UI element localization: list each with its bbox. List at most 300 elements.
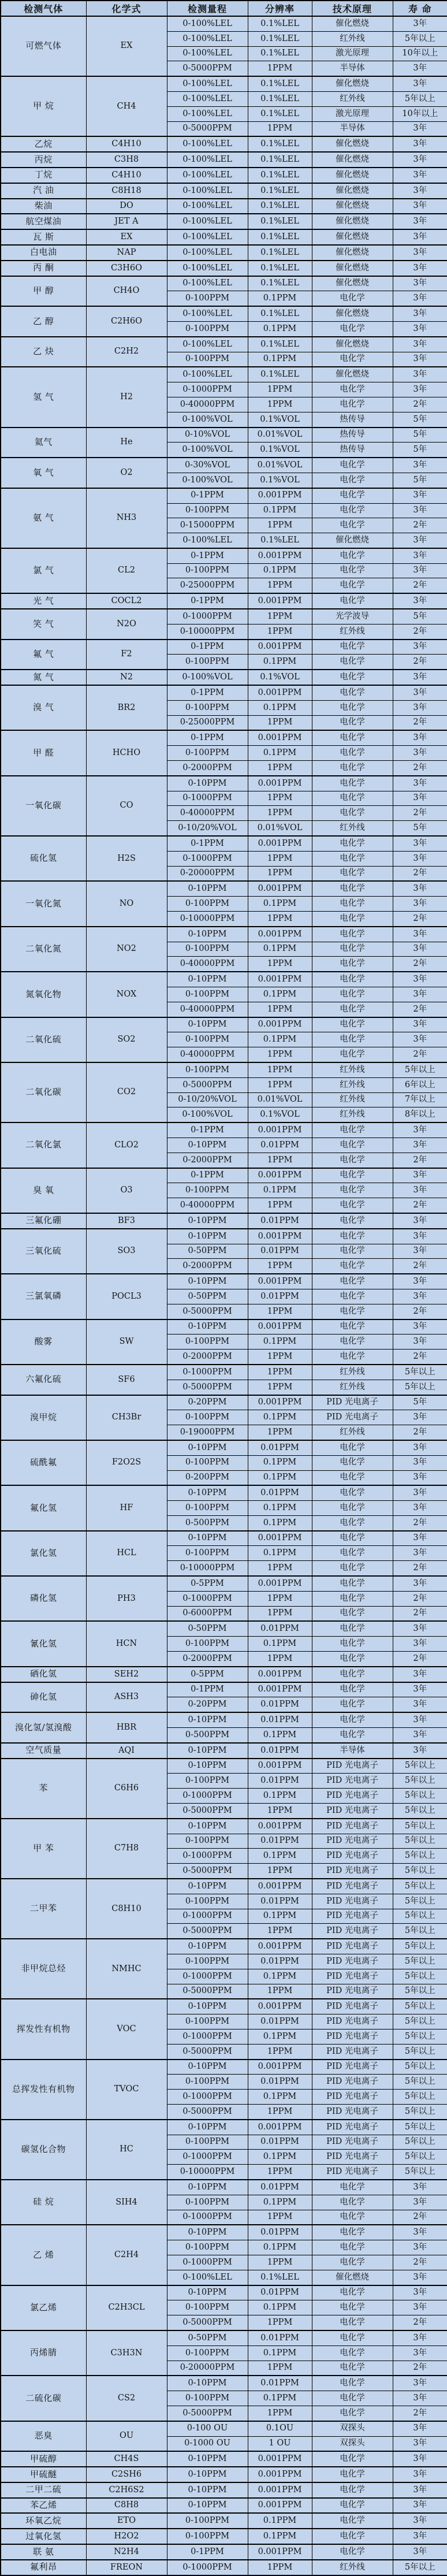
gas-name-cell: 硫化氢 bbox=[1, 836, 86, 881]
lifespan-cell: 3年 bbox=[393, 2225, 447, 2240]
resolution-cell: 1PPM bbox=[248, 912, 312, 927]
range-cell: 0-1000PPM bbox=[167, 2560, 248, 2575]
formula-cell: C2H6S2 bbox=[86, 2482, 167, 2498]
table-row bbox=[1, 16, 447, 31]
resolution-cell: 0.1PPM bbox=[248, 563, 312, 578]
table-row bbox=[1, 836, 447, 851]
resolution-cell: 1PPM bbox=[248, 761, 312, 776]
range-cell: 0-100PPM bbox=[167, 291, 248, 306]
resolution-cell: 1PPM bbox=[248, 1924, 312, 1939]
resolution-cell: 1PPM bbox=[248, 121, 312, 136]
lifespan-cell: 3年 bbox=[393, 291, 447, 306]
principle-cell: PID 光电离子 bbox=[312, 2165, 393, 2180]
range-cell: 0-100%LEL bbox=[167, 245, 248, 261]
lifespan-cell: 5年以上 bbox=[393, 2090, 447, 2105]
range-cell: 0-100%LEL bbox=[167, 136, 248, 152]
range-cell: 0-100PPM bbox=[167, 1637, 248, 1652]
formula-cell: C2H6O bbox=[86, 306, 167, 337]
principle-cell: 电化学 bbox=[312, 836, 393, 851]
principle-cell: 红外线 bbox=[312, 31, 393, 46]
range-cell: 0-10%VOL bbox=[167, 428, 248, 443]
resolution-cell: 0.1PPM bbox=[248, 1637, 312, 1652]
table-row bbox=[1, 1939, 447, 1954]
lifespan-cell: 2年 bbox=[393, 866, 447, 881]
resolution-cell: 0.01PPM bbox=[248, 2014, 312, 2029]
resolution-cell: 1PPM bbox=[248, 1652, 312, 1667]
range-cell: 0-10PPM bbox=[167, 1879, 248, 1894]
resolution-cell: 0.01PPM bbox=[248, 2376, 312, 2391]
gas-name-cell: 笑 气 bbox=[1, 609, 86, 640]
range-cell: 0-100PPM bbox=[167, 1894, 248, 1909]
resolution-cell: 0.1PPM bbox=[248, 2300, 312, 2315]
table-row bbox=[1, 2560, 447, 2575]
principle-cell: 红外线 bbox=[312, 1092, 393, 1107]
gas-name-cell: 苯 bbox=[1, 1759, 86, 1819]
table-row bbox=[1, 881, 447, 896]
lifespan-cell: 5年以上 bbox=[393, 2150, 447, 2165]
principle-cell: 电化学 bbox=[312, 640, 393, 655]
header-gas: 检测气体 bbox=[1, 1, 86, 16]
principle-cell: 催化燃烧 bbox=[312, 199, 393, 214]
resolution-cell: 0.001PPM bbox=[248, 1879, 312, 1894]
resolution-cell: 0.001PPM bbox=[248, 593, 312, 609]
principle-cell: 红外线 bbox=[312, 1425, 393, 1440]
principle-cell: 电化学 bbox=[312, 1153, 393, 1168]
lifespan-cell: 3年 bbox=[393, 488, 447, 503]
resolution-cell: 1PPM bbox=[248, 2044, 312, 2059]
range-cell: 0-100%LEL bbox=[167, 106, 248, 121]
lifespan-cell: 3年 bbox=[393, 987, 447, 1002]
resolution-cell: 1PPM bbox=[248, 851, 312, 866]
resolution-cell: 0.001PPM bbox=[248, 1274, 312, 1289]
resolution-cell: 0.01PPM bbox=[248, 1712, 312, 1727]
header-row bbox=[1, 1, 447, 16]
range-cell: 0-1PPM bbox=[167, 488, 248, 503]
table-row bbox=[1, 168, 447, 183]
principle-cell: 催化燃烧 bbox=[312, 261, 393, 276]
range-cell: 0-50PPM bbox=[167, 1244, 248, 1259]
resolution-cell: 1PPM bbox=[248, 2165, 312, 2180]
range-cell: 0-10000PPM bbox=[167, 2165, 248, 2180]
lifespan-cell: 2年 bbox=[393, 1198, 447, 1213]
principle-cell: 电化学 bbox=[312, 593, 393, 609]
range-cell: 0-1000PPM bbox=[167, 2029, 248, 2044]
resolution-cell: 0.001PPM bbox=[248, 730, 312, 745]
lifespan-cell: 3年 bbox=[393, 700, 447, 715]
range-cell: 0-1000PPM bbox=[167, 2255, 248, 2270]
resolution-cell: 0.1PPM bbox=[248, 1470, 312, 1485]
lifespan-cell: 3年 bbox=[393, 2330, 447, 2345]
resolution-cell: 0.001PPM bbox=[248, 836, 312, 851]
resolution-cell: 0.1PPM bbox=[248, 2029, 312, 2044]
lifespan-cell: 3年 bbox=[393, 685, 447, 700]
table-header bbox=[1, 1, 447, 16]
principle-cell: 电化学 bbox=[312, 2255, 393, 2270]
lifespan-cell: 3年 bbox=[393, 152, 447, 168]
gas-name-cell: 氯乙烯 bbox=[1, 2285, 86, 2330]
principle-cell: 电化学 bbox=[312, 1455, 393, 1470]
resolution-cell: 0.1%LEL bbox=[248, 199, 312, 214]
principle-cell: 电化学 bbox=[312, 2513, 393, 2529]
principle-cell: 电化学 bbox=[312, 1728, 393, 1743]
range-cell: 0-2000PPM bbox=[167, 761, 248, 776]
range-cell: 0-10PPM bbox=[167, 2180, 248, 2195]
lifespan-cell: 2年 bbox=[393, 1561, 447, 1576]
resolution-cell: 0.001PPM bbox=[248, 1319, 312, 1335]
resolution-cell: 0.001PPM bbox=[248, 1682, 312, 1697]
range-cell: 0-40000PPM bbox=[167, 1198, 248, 1213]
resolution-cell: 1PPM bbox=[248, 1077, 312, 1092]
lifespan-cell: 2年 bbox=[393, 1259, 447, 1274]
range-cell: 0-40000PPM bbox=[167, 957, 248, 972]
resolution-cell: 0.01PPM bbox=[248, 1244, 312, 1259]
principle-cell: 电化学 bbox=[312, 851, 393, 866]
lifespan-cell: 3年 bbox=[393, 942, 447, 957]
resolution-cell: 0.1%LEL bbox=[248, 245, 312, 261]
gas-name-cell: 酸雾 bbox=[1, 1319, 86, 1365]
gas-name-cell: 恶臭 bbox=[1, 2421, 86, 2452]
lifespan-cell: 2年 bbox=[393, 1591, 447, 1606]
range-cell: 0-5000PPM bbox=[167, 121, 248, 136]
lifespan-cell: 3年 bbox=[393, 183, 447, 199]
range-cell: 0-10PPM bbox=[167, 776, 248, 791]
range-cell: 0-2000PPM bbox=[167, 1652, 248, 1667]
resolution-cell: 0.1PPM bbox=[248, 2345, 312, 2361]
resolution-cell: 0.01%VOL bbox=[248, 1092, 312, 1107]
lifespan-cell: 3年 bbox=[393, 458, 447, 473]
lifespan-cell: 5年以上 bbox=[393, 1909, 447, 1924]
formula-cell: HCL bbox=[86, 1531, 167, 1576]
formula-cell: CO bbox=[86, 776, 167, 836]
lifespan-cell: 3年 bbox=[393, 121, 447, 136]
resolution-cell: 0.1PPM bbox=[248, 352, 312, 367]
resolution-cell: 1PPM bbox=[248, 1984, 312, 1999]
range-cell: 0-5000PPM bbox=[167, 1804, 248, 1819]
principle-cell: 催化燃烧 bbox=[312, 152, 393, 168]
table-row bbox=[1, 1759, 447, 1774]
gas-name-cell: 航空煤油 bbox=[1, 214, 86, 229]
principle-cell: 催化燃烧 bbox=[312, 245, 393, 261]
gas-name-cell: 白电油 bbox=[1, 245, 86, 261]
range-cell: 0-5000PPM bbox=[167, 1304, 248, 1319]
formula-cell: HCN bbox=[86, 1621, 167, 1666]
resolution-cell: 1PPM bbox=[248, 61, 312, 76]
range-cell: 0-2000PPM bbox=[167, 1259, 248, 1274]
lifespan-cell: 10年以上 bbox=[393, 106, 447, 121]
resolution-cell: 0.1PPM bbox=[248, 897, 312, 912]
principle-cell: 电化学 bbox=[312, 2361, 393, 2376]
gas-name-cell: 三氟化硼 bbox=[1, 1213, 86, 1229]
principle-cell: 红外线 bbox=[312, 91, 393, 106]
range-cell: 0-40000PPM bbox=[167, 1047, 248, 1062]
table-row bbox=[1, 367, 447, 382]
range-cell: 0-50PPM bbox=[167, 2330, 248, 2345]
range-cell: 0-500PPM bbox=[167, 1728, 248, 1743]
principle-cell: 电化学 bbox=[312, 942, 393, 957]
gas-name-cell: 一氧化碳 bbox=[1, 776, 86, 836]
lifespan-cell: 5年以上 bbox=[393, 2135, 447, 2150]
table-row bbox=[1, 2330, 447, 2345]
range-cell: 0-100PPM bbox=[167, 746, 248, 761]
resolution-cell: 0.1%VOL bbox=[248, 443, 312, 458]
resolution-cell: 0.01PPM bbox=[248, 1894, 312, 1909]
principle-cell: 半导体 bbox=[312, 61, 393, 76]
principle-cell: PID 光电离子 bbox=[312, 1834, 393, 1849]
range-cell: 0-5000PPM bbox=[167, 2406, 248, 2421]
resolution-cell: 1PPM bbox=[248, 1561, 312, 1576]
gas-name-cell: 乙 烯 bbox=[1, 2225, 86, 2285]
formula-cell: JET A bbox=[86, 214, 167, 229]
lifespan-cell: 2年 bbox=[393, 1350, 447, 1365]
lifespan-cell: 5年以上 bbox=[393, 1365, 447, 1380]
gas-name-cell: 二氧化硫 bbox=[1, 1017, 86, 1062]
principle-cell: PID 光电离子 bbox=[312, 1879, 393, 1894]
resolution-cell: 1PPM bbox=[248, 518, 312, 533]
principle-cell: 电化学 bbox=[312, 2529, 393, 2544]
resolution-cell: 0.001PPM bbox=[248, 881, 312, 896]
range-cell: 0-100%LEL bbox=[167, 152, 248, 168]
resolution-cell: 0.1PPM bbox=[248, 321, 312, 336]
table-row bbox=[1, 730, 447, 745]
formula-cell: O2 bbox=[86, 458, 167, 488]
lifespan-cell: 5年以上 bbox=[393, 2560, 447, 2575]
principle-cell: PID 光电离子 bbox=[312, 1804, 393, 1819]
resolution-cell: 0.1%LEL bbox=[248, 183, 312, 199]
range-cell: 0-100PPM bbox=[167, 1455, 248, 1470]
lifespan-cell: 2年 bbox=[393, 1153, 447, 1168]
formula-cell: DO bbox=[86, 199, 167, 214]
gas-name-cell: 乙 炔 bbox=[1, 337, 86, 367]
lifespan-cell: 3年 bbox=[393, 214, 447, 229]
gas-name-cell: 汽 油 bbox=[1, 183, 86, 199]
range-cell: 0-15000PPM bbox=[167, 518, 248, 533]
principle-cell: 电化学 bbox=[312, 1470, 393, 1485]
principle-cell: PID 光电离子 bbox=[312, 1954, 393, 1969]
lifespan-cell: 3年 bbox=[393, 730, 447, 745]
principle-cell: 电化学 bbox=[312, 1122, 393, 1138]
formula-cell: SO3 bbox=[86, 1229, 167, 1274]
formula-cell: C8H8 bbox=[86, 2498, 167, 2514]
lifespan-cell: 5年以上 bbox=[393, 31, 447, 46]
principle-cell: 电化学 bbox=[312, 2451, 393, 2467]
range-cell: 0-100PPM bbox=[167, 1062, 248, 1077]
range-cell: 0-10PPM bbox=[167, 1017, 248, 1032]
table-row bbox=[1, 76, 447, 91]
gas-name-cell: 溴化氢/氢溴酸 bbox=[1, 1712, 86, 1743]
principle-cell: 催化燃烧 bbox=[312, 276, 393, 291]
lifespan-cell: 3年 bbox=[393, 2529, 447, 2544]
lifespan-cell: 3年 bbox=[393, 2270, 447, 2285]
principle-cell: 电化学 bbox=[312, 2285, 393, 2300]
table-row bbox=[1, 1213, 447, 1229]
resolution-cell: 0.1%LEL bbox=[248, 337, 312, 352]
principle-cell: 半导体 bbox=[312, 1743, 393, 1759]
gas-name-cell: 光 气 bbox=[1, 593, 86, 609]
principle-cell: 电化学 bbox=[312, 2225, 393, 2240]
resolution-cell: 0.1PPM bbox=[248, 2529, 312, 2544]
range-cell: 0-10PPM bbox=[167, 2120, 248, 2135]
range-cell: 0-10PPM bbox=[167, 2498, 248, 2514]
table-row bbox=[1, 1062, 447, 1077]
table-row bbox=[1, 2513, 447, 2529]
resolution-cell: 1PPM bbox=[248, 624, 312, 639]
range-cell: 0-100PPM bbox=[167, 352, 248, 367]
range-cell: 0-100PPM bbox=[167, 2195, 248, 2210]
gas-name-cell: 环氧乙烷 bbox=[1, 2513, 86, 2529]
range-cell: 0-100%VOL bbox=[167, 473, 248, 488]
resolution-cell: 0.001PPM bbox=[248, 1122, 312, 1138]
resolution-cell: 0.1PPM bbox=[248, 1515, 312, 1530]
table-row bbox=[1, 1621, 447, 1636]
lifespan-cell: 3年 bbox=[393, 168, 447, 183]
principle-cell: 催化燃烧 bbox=[312, 229, 393, 245]
resolution-cell: 0.1PPM bbox=[248, 2150, 312, 2165]
range-cell: 0-100%LEL bbox=[167, 337, 248, 352]
gas-name-cell: 二氧化氮 bbox=[1, 927, 86, 972]
lifespan-cell: 3年 bbox=[393, 2300, 447, 2315]
range-cell: 0-5PPM bbox=[167, 1667, 248, 1682]
resolution-cell: 0.1%LEL bbox=[248, 261, 312, 276]
range-cell: 0-2000PPM bbox=[167, 1153, 248, 1168]
principle-cell: 电化学 bbox=[312, 1697, 393, 1712]
principle-cell: 催化燃烧 bbox=[312, 214, 393, 229]
formula-cell: BR2 bbox=[86, 685, 167, 730]
formula-cell: NH3 bbox=[86, 488, 167, 548]
resolution-cell: 0.01PPM bbox=[248, 1743, 312, 1759]
range-cell: 0-1PPM bbox=[167, 1122, 248, 1138]
formula-cell: HF bbox=[86, 1485, 167, 1530]
lifespan-cell: 2年 bbox=[393, 1515, 447, 1530]
range-cell: 0-100PPM bbox=[167, 1032, 248, 1047]
formula-cell: NO bbox=[86, 881, 167, 926]
range-cell: 0-1000PPM bbox=[167, 1849, 248, 1864]
principle-cell: 电化学 bbox=[312, 791, 393, 806]
principle-cell: 电化学 bbox=[312, 1712, 393, 1727]
formula-cell: POCL3 bbox=[86, 1274, 167, 1319]
principle-cell: 电化学 bbox=[312, 1168, 393, 1183]
principle-cell: PID 光电离子 bbox=[312, 2075, 393, 2090]
table-row bbox=[1, 1122, 447, 1138]
range-cell: 0-100PPM bbox=[167, 1183, 248, 1198]
resolution-cell: 0.1PPM bbox=[248, 2240, 312, 2255]
table-row bbox=[1, 2120, 447, 2135]
resolution-cell: 1PPM bbox=[248, 866, 312, 881]
range-cell: 0-10PPM bbox=[167, 1743, 248, 1759]
range-cell: 0-100%VOL bbox=[167, 412, 248, 427]
range-cell: 0-10/20%VOL bbox=[167, 821, 248, 836]
resolution-cell: 1PPM bbox=[248, 578, 312, 593]
range-cell: 0-100%LEL bbox=[167, 214, 248, 229]
lifespan-cell: 3年 bbox=[393, 836, 447, 851]
principle-cell: 电化学 bbox=[312, 927, 393, 942]
principle-cell: 电化学 bbox=[312, 1032, 393, 1047]
lifespan-cell: 3年 bbox=[393, 76, 447, 91]
lifespan-cell: 3年 bbox=[393, 61, 447, 76]
range-cell: 0-100PPM bbox=[167, 2529, 248, 2544]
principle-cell: 电化学 bbox=[312, 458, 393, 473]
principle-cell: 红外线 bbox=[312, 624, 393, 639]
resolution-cell: 0.01PPM bbox=[248, 1697, 312, 1712]
formula-cell: CH3Br bbox=[86, 1395, 167, 1440]
range-cell: 0-10PPM bbox=[167, 1485, 248, 1500]
resolution-cell: 0.01PPM bbox=[248, 2075, 312, 2090]
gas-name-cell: 二氧化氯 bbox=[1, 1122, 86, 1168]
principle-cell: 电化学 bbox=[312, 2544, 393, 2560]
formula-cell: HC bbox=[86, 2120, 167, 2180]
lifespan-cell: 3年 bbox=[393, 593, 447, 609]
principle-cell: 电化学 bbox=[312, 1652, 393, 1667]
principle-cell: 红外线 bbox=[312, 1107, 393, 1122]
principle-cell: 电化学 bbox=[312, 897, 393, 912]
lifespan-cell: 3年 bbox=[393, 1485, 447, 1500]
lifespan-cell: 3年 bbox=[393, 533, 447, 548]
lifespan-cell: 2年 bbox=[393, 2315, 447, 2330]
range-cell: 0-100%LEL bbox=[167, 199, 248, 214]
lifespan-cell: 2年 bbox=[393, 2361, 447, 2376]
resolution-cell: 1PPM bbox=[248, 1047, 312, 1062]
lifespan-cell: 5年 bbox=[393, 609, 447, 624]
range-cell: 0-100%LEL bbox=[167, 91, 248, 106]
table-row bbox=[1, 458, 447, 473]
resolution-cell: 0.1PPM bbox=[248, 2391, 312, 2406]
range-cell: 0-40000PPM bbox=[167, 1002, 248, 1017]
formula-cell: CS2 bbox=[86, 2376, 167, 2421]
lifespan-cell: 3年 bbox=[393, 1122, 447, 1138]
principle-cell: PID 光电离子 bbox=[312, 2060, 393, 2075]
formula-cell: BF3 bbox=[86, 1213, 167, 1229]
gas-name-cell: 碳氢化合物 bbox=[1, 2120, 86, 2180]
gas-name-cell: 氮氧化物 bbox=[1, 972, 86, 1017]
formula-cell: EX bbox=[86, 229, 167, 245]
resolution-cell: 0.001PPM bbox=[248, 1017, 312, 1032]
range-cell: 0-50PPM bbox=[167, 1289, 248, 1304]
resolution-cell: 0.1%LEL bbox=[248, 76, 312, 91]
resolution-cell: 0.001PPM bbox=[248, 1168, 312, 1183]
resolution-cell: 0.001PPM bbox=[248, 1531, 312, 1546]
table-row bbox=[1, 1743, 447, 1759]
formula-cell: HCHO bbox=[86, 730, 167, 775]
lifespan-cell: 3年 bbox=[393, 1667, 447, 1682]
lifespan-cell: 3年 bbox=[393, 2376, 447, 2391]
range-cell: 0-100PPM bbox=[167, 563, 248, 578]
resolution-cell: 0.01PPM bbox=[248, 1440, 312, 1455]
gas-name-cell: 硫酰氟 bbox=[1, 1440, 86, 1485]
resolution-cell: 1PPM bbox=[248, 2210, 312, 2225]
range-cell: 0-100%LEL bbox=[167, 31, 248, 46]
formula-cell: FREON bbox=[86, 2560, 167, 2575]
resolution-cell: 0.001PPM bbox=[248, 2060, 312, 2075]
range-cell: 0-10000PPM bbox=[167, 912, 248, 927]
principle-cell: 热传导 bbox=[312, 412, 393, 427]
formula-cell: CH4 bbox=[86, 76, 167, 136]
lifespan-cell: 3年 bbox=[393, 229, 447, 245]
resolution-cell: 1PPM bbox=[248, 1304, 312, 1319]
lifespan-cell: 3年 bbox=[393, 1032, 447, 1047]
formula-cell: H2O2 bbox=[86, 2529, 167, 2544]
range-cell: 0-10PPM bbox=[167, 881, 248, 896]
resolution-cell: 0.01PPM bbox=[248, 2225, 312, 2240]
range-cell: 0-100%VOL bbox=[167, 443, 248, 458]
table-row bbox=[1, 2451, 447, 2467]
lifespan-cell: 3年 bbox=[393, 1743, 447, 1759]
lifespan-cell: 5年以上 bbox=[393, 2044, 447, 2059]
gas-name-cell: 氟 气 bbox=[1, 640, 86, 670]
principle-cell: 电化学 bbox=[312, 1485, 393, 1500]
table-row bbox=[1, 670, 447, 685]
formula-cell: NMHC bbox=[86, 1939, 167, 1999]
table-row bbox=[1, 593, 447, 609]
lifespan-cell: 3年 bbox=[393, 2391, 447, 2406]
